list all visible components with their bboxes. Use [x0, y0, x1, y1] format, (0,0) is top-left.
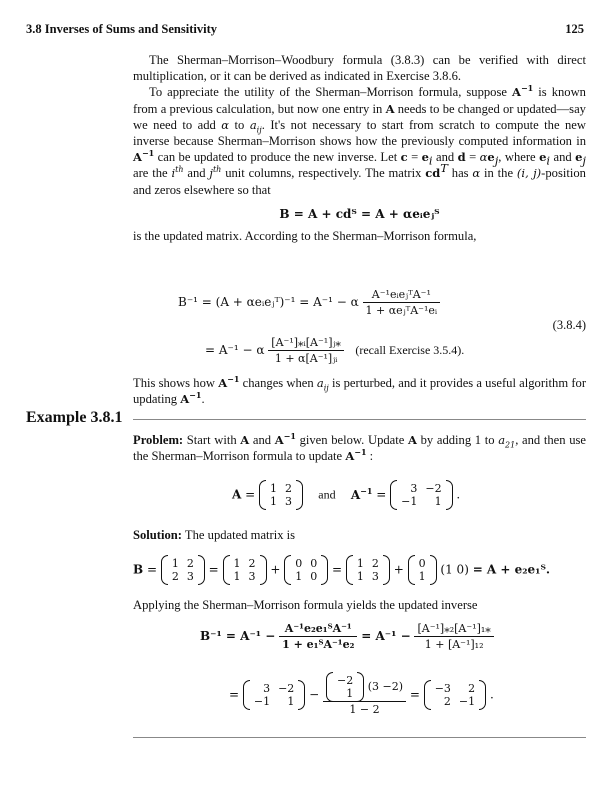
given-matrices: A = 1 2 1 3 and $A^{-1}$ = 3 −2 −1 1 . — [232, 482, 461, 508]
running-header — [26, 22, 584, 38]
applying-text: Applying the Sherman–Morrison formula yields the updated inverse — [133, 598, 478, 612]
example-divider — [133, 419, 586, 420]
updated-B-equation: B = 1 2 2 3 = 1 2 1 3 + 0 0 1 0 = 1 2 1 3 + 0 1 (1 0) = A + e₂e₁ᵀ. — [133, 557, 551, 583]
solution-text: Solution: The updated matrix is — [133, 528, 296, 542]
Binv-line2: = 3 −2 −1 1 − −2 1 (3 −2) 1 − 2 = −3 2 2 −1 . — [229, 674, 494, 716]
Binv-line1: B⁻¹ = A⁻¹ − $\frac{\text{A⁻¹e₂e₁ᵀA⁻¹}}{\text{1 + e₁ᵀA⁻¹e₂}}$ = A⁻¹ − $\frac{\text{[A⁻¹]⁎₂[A⁻¹]₁⁎}}{\text{1 + [A⁻¹]₁₂}}$ — [200, 622, 494, 651]
paragraph-2: To appreciate the utility of the Sherman–Morrison formula, suppose $A^{-1}$ is known from a previous calculation, but now one entry in A needs to be changed or updated—say we need to add α to $a_{ij}$. It's not necessary to start from scratch to compute the new inverse because Sherman–Morrison shows how the previously computed information in $A^{-1}$ can be updated to produce the new inverse. Let $c = e_i$ and $d = \alpha e_j$, where $e_i$ and $e_j$ are the $i^{th}$ and $j^{th}$ unit columns, respectively. The matrix $cd^T$ has α in the (i, j)-position and zeros elsewhere so that — [133, 83, 586, 197]
after-equation-text: This shows how $A^{-1}$ changes when $a_{ij}$ is perturbed, and it provides a useful algorithm for updating $A^{-1}$. — [133, 374, 587, 407]
main-text — [133, 52, 586, 244]
example-title: Example 3.8.1 — [26, 409, 123, 426]
example-end-divider — [133, 737, 586, 738]
problem-text: Problem: Start with A and $A^{-1}$ given below. Update A by adding 1 to $a_{21}$, and then use the Sherman–Morrison formula to update $A^{-1}$ : — [133, 431, 586, 464]
after-B-text: is the updated matrix. According to the Sherman–Morrison formula, — [133, 228, 477, 243]
equation-B: B = A + cdᵀ = A + αeᵢeⱼᵀ — [279, 206, 440, 221]
paragraph-1: The Sherman–Morrison–Woodbury formula (3.8.3) can be verified with direct multiplication, or it can be derived as indicated in Exercise 3.8.6. — [133, 53, 586, 84]
equation-number: (3.8.4) — [552, 318, 586, 332]
section-title: 3.8 Inverses of Sums and Sensitivity — [26, 22, 217, 36]
eq384-line1: B⁻¹ = (A + αeᵢeⱼᵀ)⁻¹ = A⁻¹ − α $\frac{\text{A⁻¹eᵢeⱼᵀA⁻¹}}{\text{1 + αeⱼᵀA⁻¹eᵢ}}$ — [178, 288, 440, 317]
eq384-line2: = A⁻¹ − α $\frac{\text{[A⁻¹]⁎ᵢ[A⁻¹]ⱼ⁎}}{\text{1 + α[A⁻¹]ⱼᵢ}}$ (recall Exercise 3.5.4). — [205, 336, 465, 365]
page-number: 125 — [565, 22, 584, 36]
